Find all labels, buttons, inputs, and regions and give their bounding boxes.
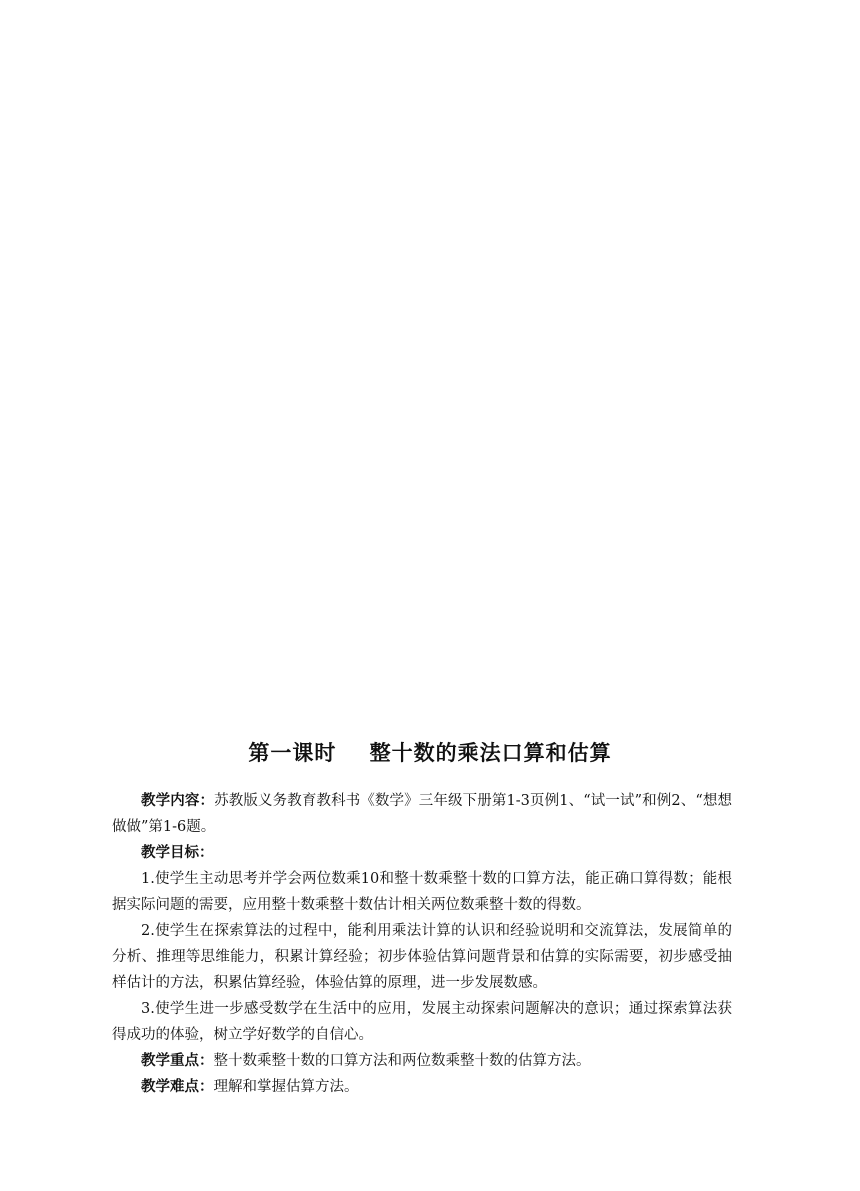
teaching-difficulty-text: 理解和掌握估算方法。	[213, 1079, 359, 1095]
teaching-key-paragraph	[112, 1048, 732, 1074]
teaching-goals-heading-paragraph	[112, 840, 732, 866]
teaching-key-text: 整十数乘整十数的口算方法和两位数乘整十数的估算方法。	[213, 1053, 591, 1069]
teaching-difficulty-paragraph	[112, 1074, 732, 1100]
teaching-goal-3: 3.使学生进一步感受数学在生活中的应用，发展主动探索问题解决的意识；通过探索算法获得成功的体验，树立学好数学的自信心。	[112, 1001, 732, 1043]
lesson-body	[112, 788, 732, 1100]
teaching-goals-label: 教学目标：	[141, 844, 214, 861]
lesson-title: 第一课时 整十数的乘法口算和估算	[248, 741, 612, 765]
teaching-key-label: 教学重点：	[141, 1052, 214, 1069]
teaching-difficulty-label: 教学难点：	[141, 1078, 214, 1095]
teaching-content-text: 苏教版义务教育教科书《数学》三年级下册第1-3页例1、“试一试”和例2、“想想做做”第1-6题。	[112, 793, 732, 835]
teaching-goal-1: 1.使学生主动思考并学会两位数乘10和整十数乘整十数的口算方法，能正确口算得数；能根据实际问题的需要，应用整十数乘整十数估计相关两位数乘整十数的得数。	[112, 871, 732, 913]
teaching-content-label: 教学内容：	[141, 792, 215, 809]
teaching-content-paragraph	[112, 788, 732, 840]
teaching-goal-2: 2.使学生在探索算法的过程中，能利用乘法计算的认识和经验说明和交流算法，发展简单的分析、推理等思维能力，积累计算经验；初步体验估算问题背景和估算的实际需要，初步感受抽样估计的方法，积累估算经验，体验估算的原理，进一步发展数感。	[112, 923, 732, 991]
